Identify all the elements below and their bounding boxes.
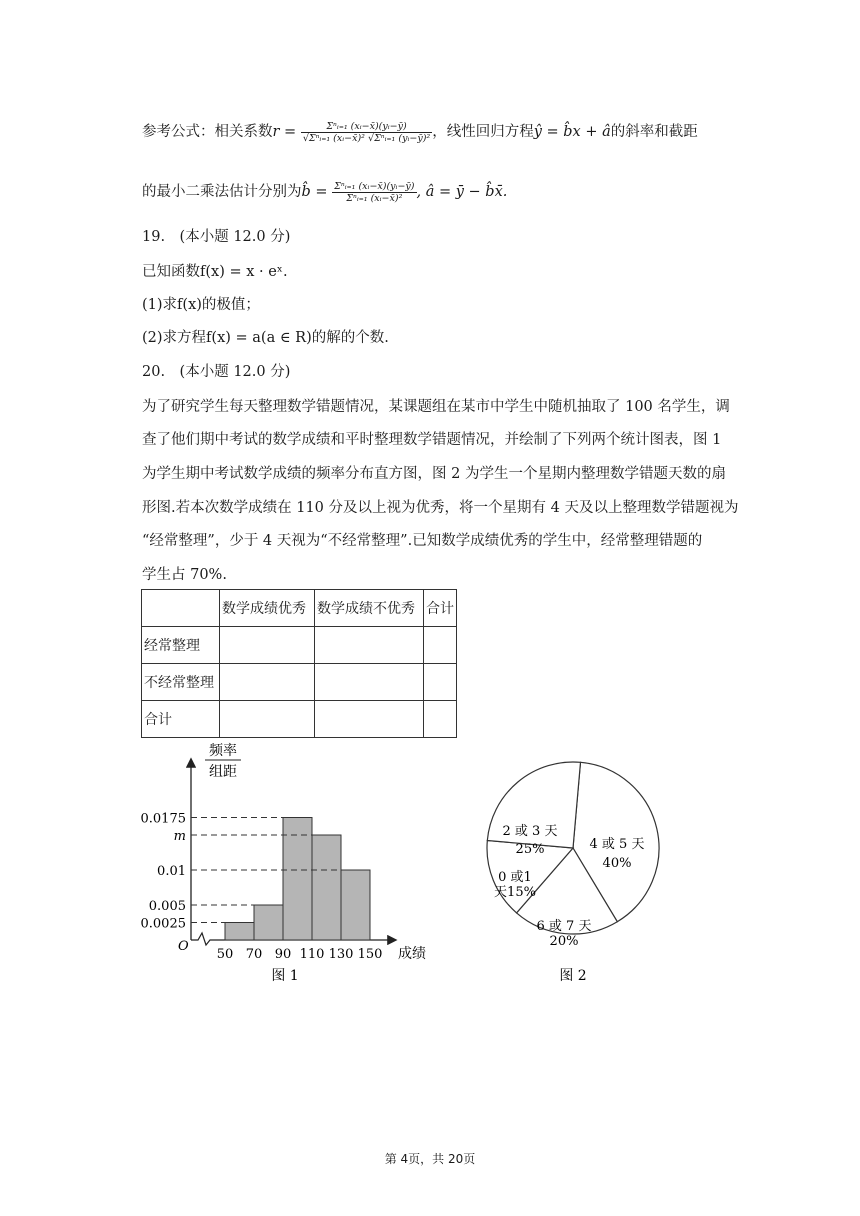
x-tick-label: 50 <box>216 947 234 962</box>
table-cell <box>424 627 457 664</box>
y-tick-label: m <box>173 829 186 844</box>
formula-line-2 <box>142 180 507 204</box>
table-cell <box>424 664 457 701</box>
formula-suffix: 的斜率和截距 <box>610 124 698 140</box>
table-row <box>142 701 457 738</box>
slope-fraction <box>332 181 416 204</box>
q20-line-6: 学生占 70%. <box>142 567 227 583</box>
table-cell <box>220 664 315 701</box>
b-symbol: b̂ = <box>301 184 328 200</box>
pie-slice-label: 0 或1 <box>498 870 532 885</box>
pie-slice-percent: 40% <box>602 856 632 871</box>
table-header-cell: 数学成绩优秀 <box>220 590 315 627</box>
q20-line-4: 形图.若本次数学成绩在 110 分及以上视为优秀，将一个星期有 4 天及以上整理数学错题视为 <box>142 500 739 516</box>
x-tick-label: 110 <box>299 947 325 962</box>
page-footer: 第 4页，共 20页 <box>384 1152 476 1166</box>
histogram-chart <box>130 740 450 985</box>
table-header-row <box>142 590 457 627</box>
formula-line2-prefix: 的最小二乘法估计分别为 <box>142 184 302 200</box>
q20-line-1: 为了研究学生每天整理数学错题情况，某课题组在某市中学生中随机抽取了 100 名学生，调 <box>142 399 730 415</box>
y-tick-label: 0.0025 <box>140 916 186 932</box>
pie-slice-label: 2 或 3 天 <box>502 824 558 839</box>
x-tick-label: 150 <box>357 947 383 962</box>
table-cell <box>315 701 424 738</box>
pie-chart <box>480 740 670 985</box>
histogram-bar <box>312 835 341 940</box>
x-tick-label: 90 <box>274 947 292 962</box>
b-numerator: Σⁿᵢ₌₁ (xᵢ−x̄)(yᵢ−ȳ) <box>334 180 415 192</box>
table-header-cell <box>142 590 220 627</box>
y-tick-label: 0.0175 <box>140 811 186 827</box>
b-denominator: Σⁿᵢ₌₁ (xᵢ−x̄)² <box>346 192 403 204</box>
figure-2-caption: 图 2 <box>559 968 587 984</box>
table-cell <box>315 664 424 701</box>
figure-1-caption: 图 1 <box>271 968 299 984</box>
histogram-bar <box>283 818 312 941</box>
row-label: 不经常整理 <box>142 664 220 701</box>
formula-line-1 <box>142 120 698 144</box>
q20-line-3: 为学生期中考试数学成绩的频率分布直方图，图 2 为学生一个星期内整理数学错题天数的扇 <box>142 466 726 482</box>
table-cell <box>220 627 315 664</box>
regression-equation: ŷ = b̂x + â <box>533 124 611 140</box>
r-symbol: r = <box>272 124 297 140</box>
q19-part1: (1)求f(x)的极值； <box>142 297 260 313</box>
histogram-bar <box>341 870 370 940</box>
r-denominator: √Σⁿᵢ₌₁ (xᵢ−x̄)² √Σⁿᵢ₌₁ (yᵢ−ȳ)² <box>302 132 431 144</box>
a-expression: , â = ȳ − b̂x̄. <box>416 184 508 200</box>
pie-slice-label: 4 或 5 天 <box>589 837 645 852</box>
row-label: 经常整理 <box>142 627 220 664</box>
table-row <box>142 664 457 701</box>
x-tick-label: 130 <box>328 947 354 962</box>
histogram-bar <box>225 923 254 941</box>
q20-line-2: 查了他们期中考试的数学成绩和平时整理数学错题情况，并绘制了下列两个统计图表，图 1 <box>142 432 722 448</box>
table-row <box>142 627 457 664</box>
histogram-bar <box>254 905 283 940</box>
formula-mid: ，线性回归方程 <box>432 124 534 140</box>
correlation-fraction <box>301 121 432 144</box>
origin-label: O <box>178 939 189 954</box>
table-header-cell: 合计 <box>424 590 457 627</box>
pie-slice-percent: 天15% <box>494 885 536 900</box>
x-tick-label: 70 <box>245 947 263 962</box>
table-cell <box>315 627 424 664</box>
q19-part2: (2)求方程f(x) = a(a ∈ R)的解的个数. <box>142 330 389 346</box>
x-axis-label: 成绩 <box>398 946 426 962</box>
table-header-cell: 数学成绩不优秀 <box>315 590 424 627</box>
formula-prefix: 参考公式：相关系数 <box>142 124 273 140</box>
axis-break-icon <box>191 933 212 945</box>
y-tick-label: 0.01 <box>157 864 186 879</box>
q20-line-5: “经常整理”，少于 4 天视为“不经常整理”.已知数学成绩优秀的学生中，经常整理错题的 <box>142 533 703 549</box>
pie-slice-percent: 20% <box>549 934 579 949</box>
r-numerator: Σⁿᵢ₌₁ (xᵢ−x̄)(yᵢ−ȳ) <box>301 121 432 133</box>
table-cell <box>424 701 457 738</box>
y-tick-label: 0.005 <box>148 899 186 914</box>
y-label-bottom: 组距 <box>209 764 237 780</box>
y-label-top: 频率 <box>209 743 237 759</box>
q20-header: 20. (本小题 12.0 分) <box>142 364 291 380</box>
q19-header: 19. (本小题 12.0 分) <box>142 229 291 245</box>
table-cell <box>220 701 315 738</box>
contingency-table <box>141 589 457 738</box>
pie-slice-percent: 25% <box>515 842 545 857</box>
q19-stem: 已知函数f(x) = x · eˣ. <box>142 264 288 280</box>
pie-slice-label: 6 或 7 天 <box>536 919 592 934</box>
row-label: 合计 <box>142 701 220 738</box>
